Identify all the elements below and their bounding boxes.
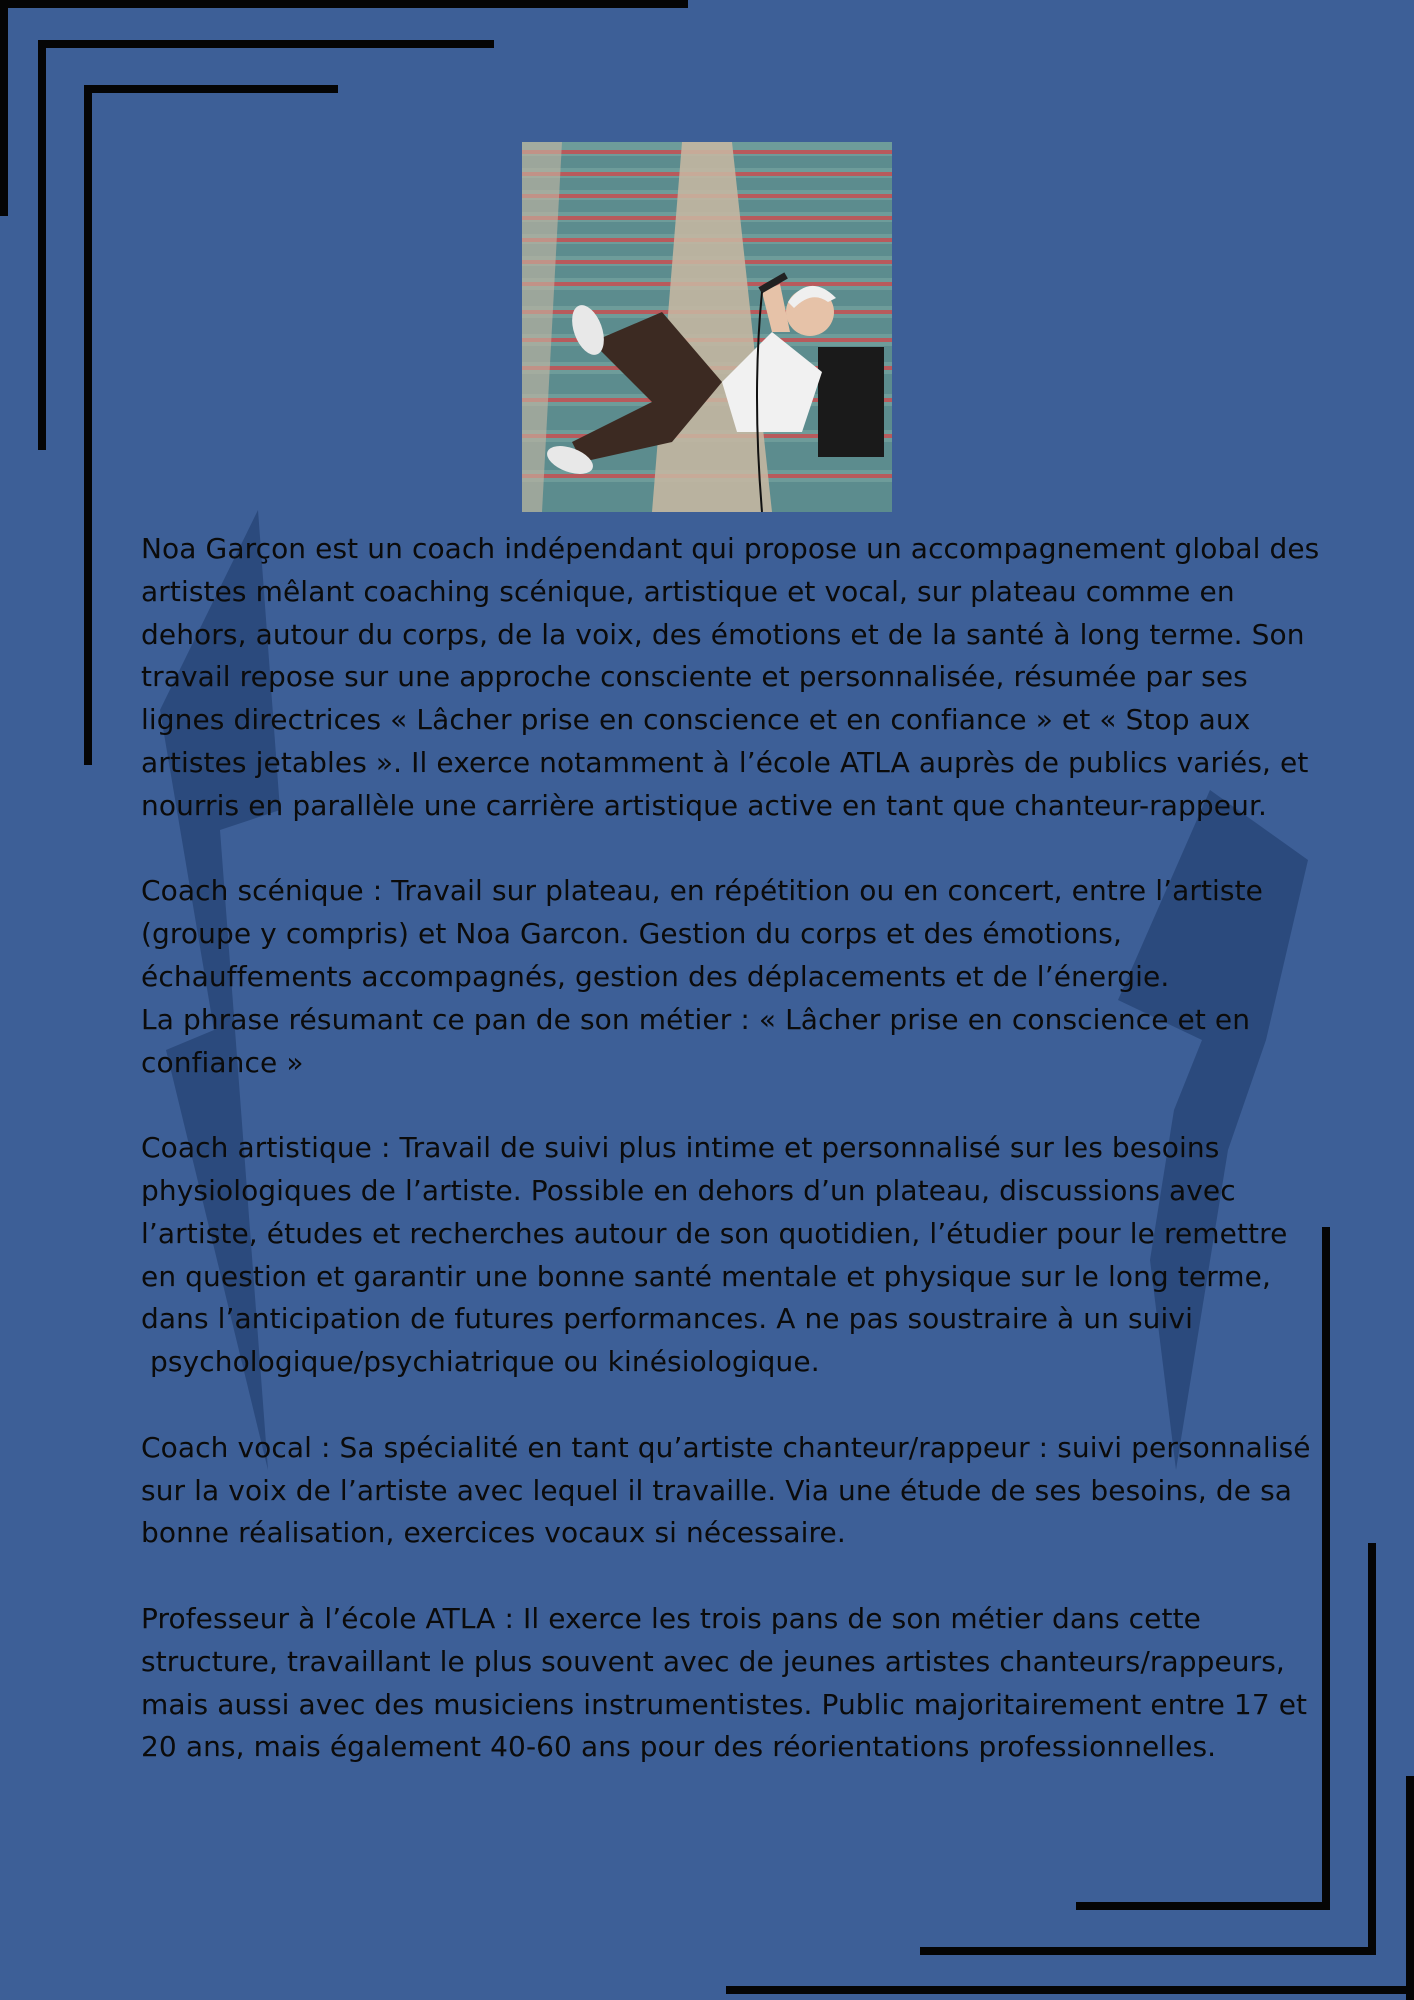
text-line: dehors, autour du corps, de la voix, des émotions et de la santé à long terme. Son	[141, 617, 1305, 651]
paragraph	[141, 1598, 1316, 1769]
text-line: confiance »	[141, 1045, 304, 1079]
text-line: bonne réalisation, exercices vocaux si nécessaire.	[141, 1516, 846, 1550]
frame-bottom-right-inner-vertical	[1322, 1227, 1330, 1910]
frame-bottom-right-outer-vertical	[1406, 1776, 1414, 2000]
text-line: l’artiste, études et recherches autour de son quotidien, l’étudier pour le remettre	[141, 1216, 1288, 1250]
frame-bottom-right-middle-vertical	[1368, 1543, 1376, 1955]
text-line: Coach scénique : Travail sur plateau, en répétition ou en concert, entre l’artiste	[141, 874, 1264, 908]
frame-top-left-inner-horizontal	[84, 85, 338, 93]
text-line: lignes directrices « Lâcher prise en conscience et en confiance » et « Stop aux	[141, 703, 1251, 737]
text-line: échauffements accompagnés, gestion des déplacements et de l’énergie.	[141, 959, 1170, 993]
text-line: Noa Garçon est un coach indépendant qui propose un accompagnement global des	[141, 532, 1320, 565]
body-text	[141, 528, 1320, 1812]
text-line: artistes jetables ». Il exerce notamment à l’école ATLA auprès de publics variés, et	[141, 745, 1309, 779]
text-line: La phrase résumant ce pan de son métier : « Lâcher prise en conscience et en	[141, 1002, 1251, 1036]
frame-bottom-right-outer-horizontal	[726, 1986, 1414, 1994]
text-line: (groupe y compris) et Noa Garcon. Gestion du corps et des émotions,	[141, 917, 1122, 951]
text-line: mais aussi avec des musiciens instrumentistes. Public majoritairement entre 17 et	[141, 1687, 1308, 1721]
paragraph	[141, 870, 1316, 1084]
singer-photo-image	[522, 142, 892, 512]
frame-bottom-right-inner-horizontal	[1076, 1902, 1330, 1910]
paragraph	[141, 1427, 1316, 1555]
text-line: Coach artistique : Travail de suivi plus intime et personnalisé sur les besoins	[141, 1131, 1220, 1165]
text-line: physiologiques de l’artiste. Possible en dehors d’un plateau, discussions avec	[141, 1173, 1236, 1207]
frame-top-left-outer-vertical	[0, 0, 8, 216]
paragraph	[141, 528, 1320, 828]
text-line: structure, travaillant le plus souvent avec de jeunes artistes chanteurs/rappeurs,	[141, 1644, 1285, 1678]
speaker	[818, 347, 884, 457]
text-line: Coach vocal : Sa spécialité en tant qu’artiste chanteur/rappeur : suivi personnalisé	[141, 1430, 1311, 1464]
frame-top-left-inner-vertical	[84, 85, 92, 765]
text-line: travail repose sur une approche consciente et personnalisée, résumée par ses	[141, 660, 1248, 694]
singer-photo	[522, 142, 892, 512]
text-line: 20 ans, mais également 40-60 ans pour des réorientations professionnelles.	[141, 1730, 1217, 1764]
frame-top-left-middle-horizontal	[38, 40, 494, 48]
paragraph	[141, 1127, 1316, 1384]
frame-bottom-right-middle-horizontal	[920, 1947, 1376, 1955]
text-line: nourris en parallèle une carrière artistique active en tant que chanteur-rappeur.	[141, 788, 1267, 822]
frame-top-left-middle-vertical	[38, 40, 46, 450]
text-line: en question et garantir une bonne santé mentale et physique sur le long terme,	[141, 1259, 1272, 1293]
text-line: dans l’anticipation de futures performances. A ne pas soustraire à un suivi	[141, 1302, 1193, 1336]
text-line: artistes mêlant coaching scénique, artistique et vocal, sur plateau comme en	[141, 574, 1235, 608]
text-line: sur la voix de l’artiste avec lequel il travaille. Via une étude de ses besoins, de sa	[141, 1473, 1293, 1507]
text-line: psychologique/psychiatrique ou kinésiologique.	[141, 1345, 820, 1379]
frame-top-left-outer-horizontal	[0, 0, 688, 8]
text-line: Professeur à l’école ATLA : Il exerce les trois pans de son métier dans cette	[141, 1601, 1201, 1635]
